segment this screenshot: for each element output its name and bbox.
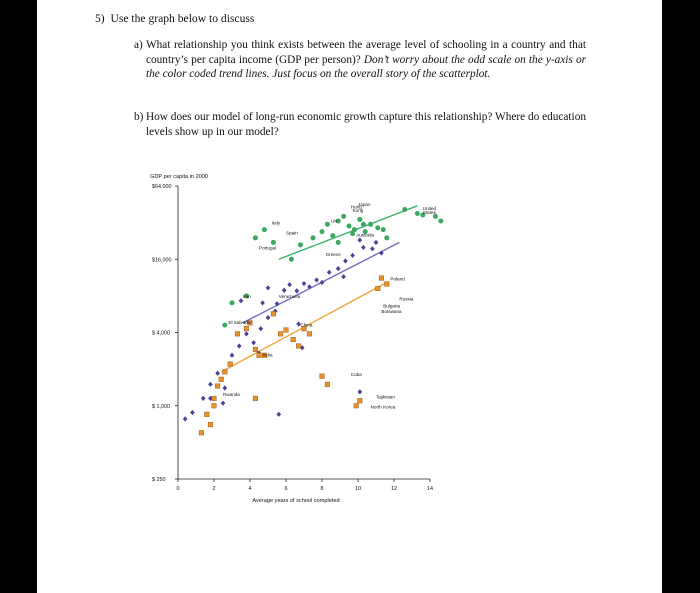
purple-data-point xyxy=(302,281,307,286)
x-axis-title: Average years of school completed xyxy=(252,498,340,504)
country-annotation: Greece xyxy=(325,252,341,258)
purple-data-point xyxy=(201,396,206,401)
green-data-point xyxy=(402,207,407,212)
purple-data-point xyxy=(314,277,319,282)
orange-data-point xyxy=(235,332,240,337)
orange-data-point xyxy=(354,403,359,408)
country-annotation: El Salvador xyxy=(228,319,252,325)
part-b-label: b) xyxy=(134,111,144,123)
green-data-point xyxy=(253,235,258,240)
country-annotation: Cuba xyxy=(350,372,362,378)
orange-data-point xyxy=(291,337,296,342)
purple-data-point xyxy=(361,245,366,250)
x-tick-label: 8 xyxy=(320,486,324,492)
green-data-point xyxy=(336,240,341,245)
orange-data-point xyxy=(271,311,276,316)
country-annotation: Portugal xyxy=(259,245,277,251)
y-tick-label: $16,000 xyxy=(152,257,172,264)
orange-data-point xyxy=(212,403,217,408)
green-data-point xyxy=(361,222,366,227)
orange-data-point xyxy=(376,286,381,291)
x-tick-label: 4 xyxy=(248,486,252,492)
part-a-italic-note: Don’t worry about the odd scale on the y-axis or the color coded trend lines. Just focus on the overall story of the scatterplot. xyxy=(146,53,586,80)
green-data-point xyxy=(368,222,373,227)
purple-data-point xyxy=(223,385,228,390)
orange-data-point xyxy=(205,412,210,417)
country-annotation: States xyxy=(422,210,436,216)
orange-data-point xyxy=(320,374,325,379)
purple-data-point xyxy=(350,253,355,258)
question-intro: Use the graph below to discuss xyxy=(110,12,255,25)
green-data-point xyxy=(438,218,443,223)
orange-data-point xyxy=(223,370,228,375)
country-annotation: Russia xyxy=(399,296,414,302)
part-a-text: What relationship you think exists between the average level of schooling in a country and that country’s per capita income (GDP per person)? xyxy=(146,39,586,66)
orange-data-point xyxy=(244,326,249,331)
country-annotation: Japan xyxy=(358,201,371,207)
green-data-point xyxy=(298,242,303,247)
x-tick-label: 6 xyxy=(284,486,288,492)
orange-data-point xyxy=(325,382,330,387)
y-tick-label: $ 4,000 xyxy=(152,330,170,337)
purple-data-point xyxy=(221,401,226,406)
purple-data-point xyxy=(287,282,292,287)
country-annotation: China xyxy=(300,322,313,328)
purple-data-point xyxy=(237,343,242,348)
country-annotation: Kong xyxy=(352,208,364,214)
y-tick-label: $ 1,000 xyxy=(152,403,170,410)
orange-data-point xyxy=(219,377,224,382)
country-annotation: Venezuela xyxy=(278,293,301,299)
green-data-point xyxy=(320,229,325,234)
purple-data-point xyxy=(266,315,271,320)
green-data-point xyxy=(357,217,362,222)
purple-data-point xyxy=(266,285,271,290)
orange-data-point xyxy=(228,362,233,367)
green-data-point xyxy=(289,257,294,262)
x-tick-label: 14 xyxy=(427,486,433,492)
orange-data-point xyxy=(385,282,390,287)
purple-data-point xyxy=(343,258,348,263)
country-annotation: Bulgaria xyxy=(383,303,401,309)
purple-data-point xyxy=(183,416,188,421)
purple-data-point xyxy=(282,288,287,293)
green-data-point xyxy=(350,231,355,236)
purple-data-point xyxy=(336,266,341,271)
purple-data-point xyxy=(358,389,363,394)
purple-data-point xyxy=(374,240,379,245)
green-data-point xyxy=(330,233,335,238)
country-annotation: UK xyxy=(331,218,338,224)
orange-data-point xyxy=(215,384,220,389)
x-tick-label: 0 xyxy=(176,486,180,492)
question-number: 5) xyxy=(95,12,105,25)
country-annotation: Australia xyxy=(356,232,375,238)
green-data-point xyxy=(384,235,389,240)
y-axis-title: GDP per capita in 2000 xyxy=(150,174,209,180)
country-annotation: Rwanda xyxy=(223,392,240,398)
green-data-point xyxy=(271,240,276,245)
country-annotation: Tajikistan xyxy=(376,394,395,400)
green-data-point xyxy=(262,227,267,232)
y-tick-label: $64,000 xyxy=(152,184,172,190)
country-annotation: Italy xyxy=(271,220,281,226)
purple-data-point xyxy=(277,412,282,417)
purple-data-point xyxy=(260,300,265,305)
green-data-point xyxy=(311,235,316,240)
orange-data-point xyxy=(199,430,204,435)
purple-data-point xyxy=(208,382,213,387)
orange-data-point xyxy=(379,276,384,281)
orange-data-point xyxy=(253,347,258,352)
orange-data-point xyxy=(278,332,283,337)
orange-data-point xyxy=(208,422,213,427)
green-data-point xyxy=(341,214,346,219)
orange-data-point xyxy=(284,328,289,333)
green-data-point xyxy=(381,227,386,232)
part-a-label: a) xyxy=(134,39,143,51)
purple-data-point xyxy=(230,353,235,358)
purple-data-point xyxy=(215,371,220,376)
country-annotation: North Korea xyxy=(370,404,396,410)
country-annotation: United xyxy=(422,206,437,212)
purple-data-point xyxy=(190,410,195,415)
green-data-point xyxy=(325,222,330,227)
purple-data-point xyxy=(370,246,375,251)
country-annotation: India xyxy=(262,352,273,358)
green-data-point xyxy=(222,323,227,328)
green-data-point xyxy=(415,211,420,216)
orange-data-point xyxy=(253,396,258,401)
country-annotation: Spain xyxy=(286,230,298,236)
x-tick-label: 12 xyxy=(391,486,397,492)
purple-data-point xyxy=(259,326,264,331)
green-data-point xyxy=(230,300,235,305)
purple-data-point xyxy=(251,340,256,345)
purple-data-point xyxy=(244,331,249,336)
orange-data-point xyxy=(296,344,301,349)
green-data-point xyxy=(375,225,380,230)
purple-data-point xyxy=(295,288,300,293)
country-annotation: Poland xyxy=(390,276,405,282)
green-data-point xyxy=(347,224,352,229)
orange-data-point xyxy=(212,396,217,401)
x-tick-label: 10 xyxy=(355,486,361,492)
purple-data-point xyxy=(327,270,332,275)
x-tick-label: 2 xyxy=(212,486,216,492)
green-trend-line xyxy=(279,206,418,259)
orange-data-point xyxy=(358,398,363,403)
country-annotation: Hong xyxy=(350,204,362,210)
purple-data-point xyxy=(341,274,346,279)
country-annotation: Iran xyxy=(242,293,251,299)
part-b-text: How does our model of long-run economic growth capture this relationship? Where do education levels show up in our model? xyxy=(146,111,586,138)
country-annotation: Botswana xyxy=(381,308,402,314)
orange-data-point xyxy=(257,353,262,358)
orange-data-point xyxy=(307,332,312,337)
purple-data-point xyxy=(358,237,363,242)
y-tick-label: $ 250 xyxy=(152,477,166,483)
